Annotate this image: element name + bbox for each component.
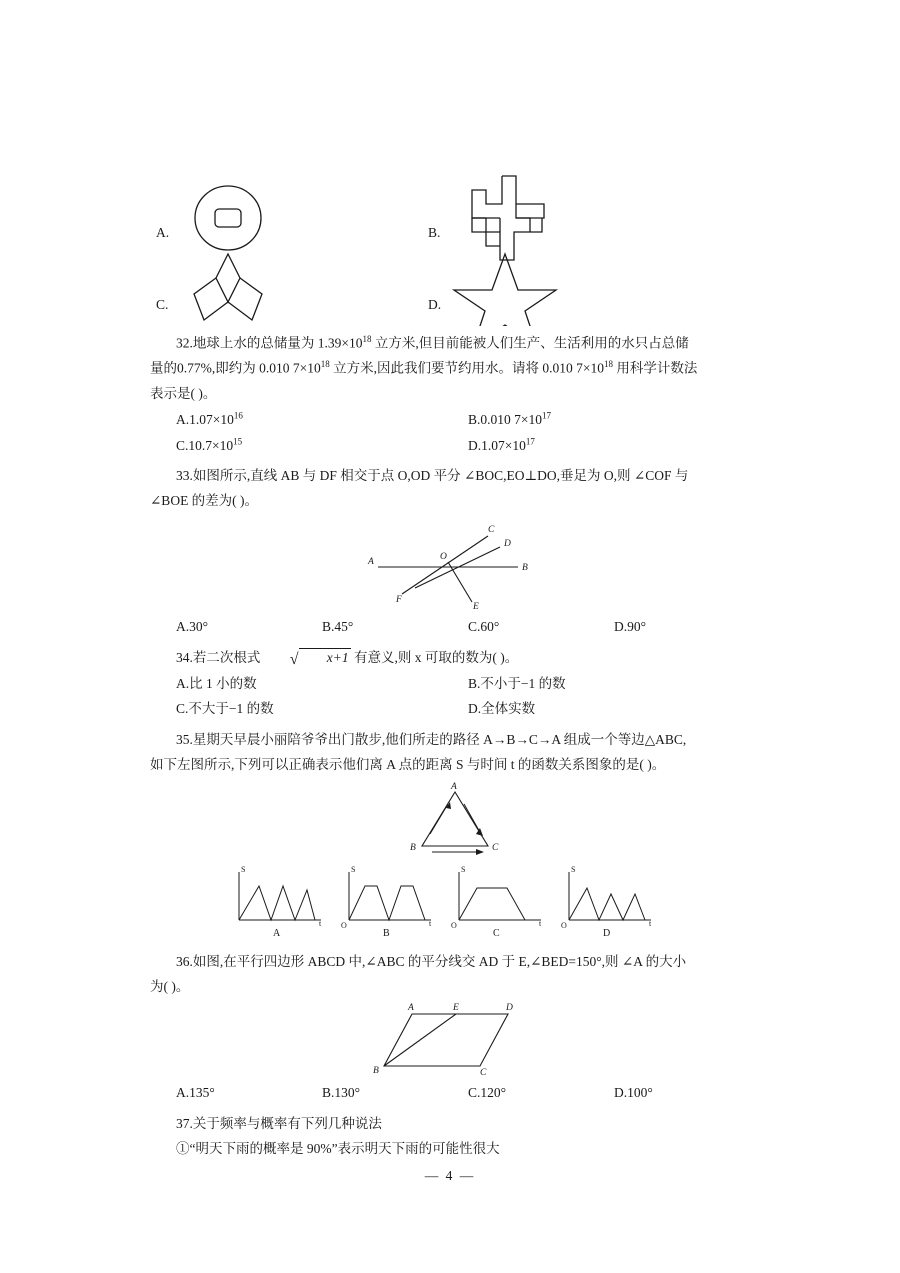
q35-graph-a: [239, 872, 321, 920]
page-number: — 4 —: [424, 1168, 476, 1183]
q32-line1: 32.地球上水的总储量为 $1.39\times 10^{18}$ 立方米,但目前能被人们生产、生活利用的水只占总储: [176, 334, 689, 351]
q36-option-d[interactable]: D.100°: [614, 1084, 653, 1100]
q35-graph-c-label: C: [493, 927, 500, 939]
q35-line1: 35.星期天早晨小丽陪爷爷出门散步,他们所走的路径 A→B→C→A 组成一个等边△ABC,: [176, 732, 687, 748]
q35-triangle-label-A: A: [451, 781, 457, 792]
q32-option-b[interactable]: B.0.010 $7\times 10^{17}$: [468, 410, 551, 427]
q36-label-A: A: [408, 1002, 414, 1013]
q32-option-a[interactable]: $A.1.07\times 10^{16}$: [176, 410, 243, 427]
q36-line1: 36.如图,在平行四边形 ABCD 中,∠ABC 的平分线交 AD 于 E,∠BED=150°,则 ∠A 的大小: [176, 953, 687, 969]
q37-line2: ①“明天下雨的概率是 90%”表示明天下雨的可能性很大: [176, 1140, 500, 1156]
q37-line1: 37.关于频率与概率有下列几种说法: [176, 1115, 382, 1131]
q35-graph-b-ylabel: S: [351, 864, 356, 874]
q34-radical: √ x+1: [289, 649, 349, 668]
q32-options-row2: [150, 433, 760, 459]
q35-line2: 如下左图所示,下列可以正确表示他们离 A 点的距离 S 与时间 t 的函数关系图象的是( )。: [150, 756, 666, 772]
q34-line1: 34.若二次根式 √ x+1 有意义,则 x 可取的数为( )。: [150, 646, 760, 671]
q33-label-A: A: [368, 557, 374, 568]
q33-angle-figure: [340, 514, 570, 614]
q36-option-b[interactable]: B.130°: [322, 1084, 361, 1100]
coin-figure-a: [182, 178, 274, 258]
q32-option-d[interactable]: $D.1.07\times 10^{17}$: [468, 436, 535, 453]
q33-figure-wrap: [150, 514, 760, 614]
q35-graph-a-ylabel: S: [241, 864, 246, 874]
q35-graph-a-xlabel: t: [319, 918, 322, 928]
q35-triangle-wrap: [150, 778, 760, 862]
q35-graph-c-origin: O: [451, 920, 457, 930]
q35-graph-options: [225, 864, 685, 940]
question-34: [150, 646, 760, 722]
q32-options-row1: [150, 407, 760, 433]
question-32: [150, 331, 760, 458]
q33-line1: 33.如图所示,直线 AB 与 DF 相交于点 O,OD 平分 ∠BOC,EO⊥DO,垂足为 O,则 ∠COF 与: [176, 468, 689, 484]
q33-label-O: O: [440, 552, 447, 563]
q33-label-C: C: [488, 525, 495, 536]
q36-option-a[interactable]: A.135°: [176, 1084, 215, 1100]
q35-graph-a-label: A: [273, 927, 281, 939]
q35-graph-c: [459, 872, 541, 920]
q35-graphs-wrap: [150, 864, 760, 940]
top-choice-figures: [150, 170, 760, 325]
q33-option-a[interactable]: A.30°: [176, 619, 209, 635]
q35-triangle-label-B: B: [410, 842, 416, 853]
q36-figure-wrap: [150, 1000, 760, 1080]
q33-option-c[interactable]: C.60°: [468, 619, 500, 635]
q33-label-F: F: [396, 595, 402, 606]
page-content: [150, 170, 760, 1161]
q32-line2: 量的0.77%,即约为 0.010 $7\times 10^{18}$ 立方米,因此我们要节约用水。请将 0.010 $7\times 10^{18}$ 用科学计数法: [150, 359, 698, 376]
q32-option-c[interactable]: $C.10.7\times 10^{15}$: [176, 436, 243, 453]
q36-line2: 为( )。: [150, 978, 190, 994]
q34-option-a[interactable]: A.比 1 小的数: [176, 675, 257, 691]
q35-graph-b-label: B: [383, 927, 390, 939]
q34-options-row1: [150, 671, 760, 697]
choice-label-c: C.: [156, 297, 169, 312]
q34-options-row2: [150, 696, 760, 722]
q35-graph-c-xlabel: t: [539, 918, 542, 928]
q36-label-D: D: [506, 1002, 513, 1013]
q36-label-B: B: [373, 1065, 379, 1076]
q34-option-d[interactable]: D.全体实数: [468, 701, 536, 717]
question-36: [150, 950, 760, 1106]
q33-option-b[interactable]: B.45°: [322, 619, 354, 635]
q34-option-b[interactable]: B.不小于−1 的数: [468, 675, 566, 691]
question-37: [150, 1112, 760, 1162]
q36-label-E: E: [453, 1002, 459, 1013]
choice-label-b: B.: [428, 225, 441, 240]
q35-graph-b-xlabel: t: [429, 918, 432, 928]
q33-label-D: D: [504, 539, 511, 550]
three-petal-figure-c: [182, 250, 274, 326]
q36-option-c[interactable]: C.120°: [468, 1084, 507, 1100]
q33-line2: ∠BOE 的差为( )。: [150, 493, 259, 509]
q35-graph-b-origin: O: [341, 920, 347, 930]
q34-option-c[interactable]: C.不大于−1 的数: [176, 701, 274, 717]
q33-option-d[interactable]: D.90°: [614, 619, 647, 635]
q36-parallelogram-figure: [360, 1000, 550, 1080]
choice-label-a: A.: [156, 225, 170, 240]
question-35: [150, 728, 760, 940]
q35-graph-d-origin: O: [561, 920, 567, 930]
star-figure-d: [450, 248, 560, 326]
q35-triangle-figure: [380, 778, 530, 862]
q35-graph-d-label: D: [603, 927, 611, 939]
q35-graph-d-ylabel: S: [571, 864, 576, 874]
question-33: [150, 464, 760, 640]
q35-triangle-label-C: C: [492, 842, 499, 853]
q33-label-B: B: [522, 563, 528, 574]
q36-label-C: C: [480, 1067, 487, 1078]
q36-options: [150, 1080, 760, 1106]
q33-options: [150, 614, 760, 640]
q35-graph-b: [349, 872, 431, 920]
q32-line3: 表示是( )。: [150, 385, 217, 401]
q35-graph-c-ylabel: S: [461, 864, 466, 874]
q35-graph-d: [569, 872, 651, 920]
choice-label-d: D.: [428, 297, 442, 312]
q33-label-E: E: [473, 602, 479, 613]
q35-graph-d-xlabel: t: [649, 918, 652, 928]
